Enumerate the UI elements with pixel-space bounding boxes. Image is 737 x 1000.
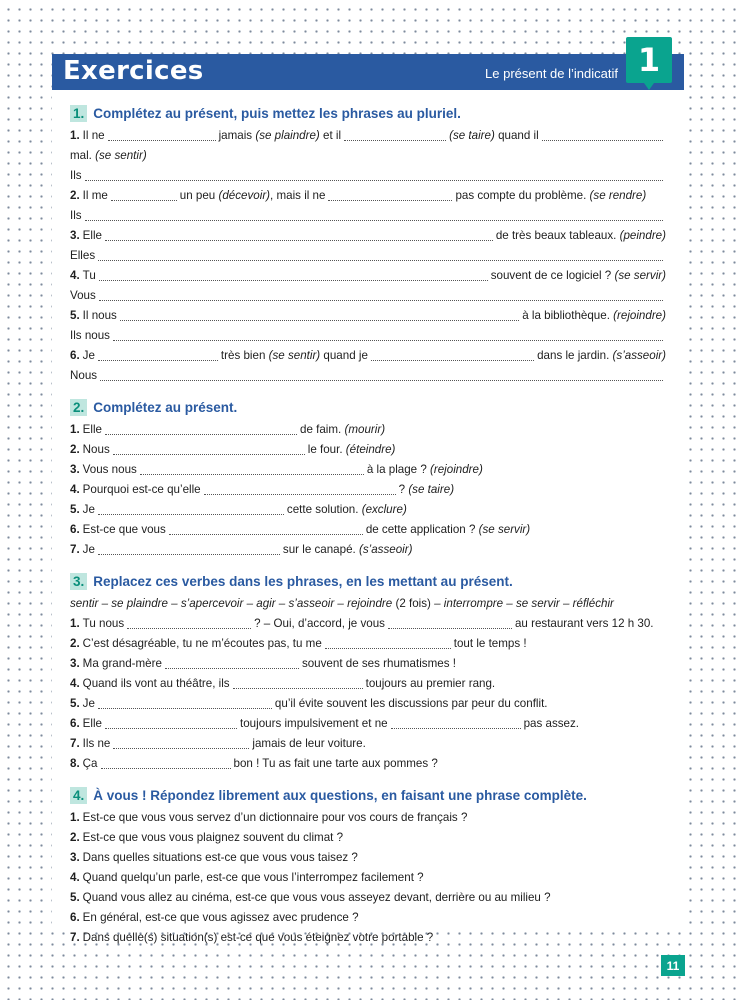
- line-text: Tu: [82, 269, 96, 282]
- verb-hint: (exclure): [361, 503, 407, 516]
- line-text: Ils ne: [82, 737, 111, 750]
- answer-blank[interactable]: [101, 767, 231, 769]
- item-number: 4.: [70, 871, 80, 884]
- answer-blank[interactable]: [140, 473, 364, 475]
- line-text: à la bibliothèque.: [522, 309, 610, 322]
- question-line: [70, 928, 666, 948]
- line-text: Il me: [82, 189, 108, 202]
- answer-blank[interactable]: [169, 533, 363, 535]
- line-text: Je: [82, 503, 95, 516]
- question-line: [70, 908, 666, 928]
- chapter-subtitle: Le présent de l’indicatif: [485, 66, 618, 81]
- exercise-line: [70, 754, 666, 774]
- question-line: [70, 848, 666, 868]
- line-text: Elle: [82, 717, 103, 730]
- exercise-instruction: Replacez ces verbes dans les phrases, en les mettant au présent.: [93, 573, 513, 589]
- item-number: 2.: [70, 189, 80, 202]
- item-number: 4.: [70, 269, 80, 282]
- line-text: sur le canapé.: [282, 543, 356, 556]
- question-text: Quand vous allez au cinéma, est-ce que vous vous asseyez devant, derrière ou au milieu ?: [82, 891, 551, 904]
- exercise-line: [70, 480, 666, 500]
- line-text: Ma grand-mère: [82, 657, 162, 670]
- exercise-line: [70, 226, 666, 246]
- verb-hint: (éteindre): [345, 443, 396, 456]
- question-text: En général, est-ce que vous agissez avec prudence ?: [82, 911, 359, 924]
- item-number: 3.: [70, 463, 80, 476]
- exercise-line: [70, 614, 666, 634]
- item-number: 1.: [70, 129, 80, 142]
- line-text: dans le jardin.: [537, 349, 610, 362]
- question-text: Est-ce que vous vous servez d’un dictionnaire pour vos cours de français ?: [82, 811, 468, 824]
- verb-list-text: – interrompre – se servir – réfléchir: [434, 597, 614, 610]
- line-text: souvent de ce logiciel ?: [490, 269, 612, 282]
- question-line: [70, 868, 666, 888]
- item-number: 2.: [70, 831, 80, 844]
- line-text: mal.: [70, 149, 92, 162]
- answer-blank[interactable]: [98, 259, 663, 261]
- verb-hint: (se sentir): [268, 349, 321, 362]
- exercise-number: 3.: [70, 573, 87, 590]
- verb-hint: (s’asseoir): [612, 349, 666, 362]
- line-text: Je: [82, 543, 95, 556]
- exercise-line: [70, 460, 666, 480]
- answer-blank[interactable]: [328, 199, 452, 201]
- item-number: 7.: [70, 737, 80, 750]
- question-text: Est-ce que vous vous plaignez souvent du climat ?: [82, 831, 344, 844]
- verb-hint: (se servir): [478, 523, 531, 536]
- line-text: , mais il ne: [270, 189, 326, 202]
- item-number: 5.: [70, 697, 80, 710]
- line-text: toujours au premier rang.: [365, 677, 496, 690]
- exercise-2-heading: [70, 398, 666, 416]
- answer-blank[interactable]: [113, 339, 663, 341]
- exercise-4-list: [70, 808, 666, 948]
- plural-line: [70, 206, 666, 226]
- line-text: Vous: [70, 289, 96, 302]
- item-number: 6.: [70, 911, 80, 924]
- line-text: Je: [82, 349, 95, 362]
- answer-blank[interactable]: [85, 179, 663, 181]
- line-text: Ils: [70, 169, 82, 182]
- exercise-line: [70, 634, 666, 654]
- verb-hint: (se taire): [408, 483, 455, 496]
- line-text: qu’il évite souvent les discussions par peur du conflit.: [274, 697, 548, 710]
- line-text: de faim.: [300, 423, 342, 436]
- exercise-1-heading: [70, 104, 666, 122]
- line-text: Vous nous: [82, 463, 137, 476]
- item-number: 6.: [70, 349, 80, 362]
- exercise-line: [70, 146, 666, 166]
- exercise-number: 1.: [70, 105, 87, 122]
- answer-blank[interactable]: [99, 279, 488, 281]
- item-number: 4.: [70, 677, 80, 690]
- answer-blank[interactable]: [120, 319, 519, 321]
- unit-badge: 1: [626, 37, 672, 83]
- item-number: 6.: [70, 523, 80, 536]
- verb-hint: (s’asseoir): [359, 543, 413, 556]
- exercise-line: [70, 520, 666, 540]
- answer-blank[interactable]: [127, 627, 251, 629]
- question-line: [70, 828, 666, 848]
- line-text: de très beaux tableaux.: [495, 229, 617, 242]
- line-text: quand je: [323, 349, 368, 362]
- exercise-instruction: À vous ! Répondez librement aux questions, en faisant une phrase complète.: [93, 787, 587, 803]
- question-line: [70, 808, 666, 828]
- verb-hint: (rejoindre): [613, 309, 666, 322]
- item-number: 3.: [70, 851, 80, 864]
- plural-line: [70, 286, 666, 306]
- item-number: 8.: [70, 757, 80, 770]
- exercise-line: [70, 714, 666, 734]
- line-text: Elle: [82, 423, 103, 436]
- verb-list: [70, 594, 666, 614]
- plural-line: [70, 166, 666, 186]
- item-number: 2.: [70, 637, 80, 650]
- exercise-line: [70, 126, 666, 146]
- answer-blank[interactable]: [98, 553, 280, 555]
- verb-hint: (se plaindre): [255, 129, 320, 142]
- answer-blank[interactable]: [325, 647, 451, 649]
- answer-blank[interactable]: [111, 199, 177, 201]
- exercise-line: [70, 266, 666, 286]
- line-text: un peu: [179, 189, 216, 202]
- exercise-line: [70, 186, 666, 206]
- plural-line: [70, 326, 666, 346]
- answer-blank[interactable]: [113, 747, 249, 749]
- item-number: 5.: [70, 503, 80, 516]
- line-text: le four.: [307, 443, 343, 456]
- line-text: au restaurant vers 12 h 30.: [514, 617, 654, 630]
- question-text: Dans quelle(s) situation(s) est-ce que vous éteignez votre portable ?: [82, 931, 434, 944]
- answer-blank[interactable]: [98, 359, 218, 361]
- answer-blank[interactable]: [98, 513, 284, 515]
- line-text: et il: [323, 129, 342, 142]
- verb-hint: (rejoindre): [430, 463, 483, 476]
- answer-blank[interactable]: [100, 379, 663, 381]
- item-number: 6.: [70, 717, 80, 730]
- item-number: 1.: [70, 811, 80, 824]
- plural-line: [70, 366, 666, 386]
- line-text: de cette application ?: [365, 523, 476, 536]
- item-number: 7.: [70, 931, 80, 944]
- exercise-number: 2.: [70, 399, 87, 416]
- verb-hint: (décevoir): [218, 189, 271, 202]
- line-text: Ils: [70, 209, 82, 222]
- line-text: Tu nous: [82, 617, 125, 630]
- line-text: pas compte du problème.: [455, 189, 587, 202]
- answer-blank[interactable]: [371, 359, 534, 361]
- line-text: Elles: [70, 249, 96, 262]
- item-number: 3.: [70, 657, 80, 670]
- verb-hint: (se servir): [614, 269, 666, 282]
- answer-blank[interactable]: [98, 707, 272, 709]
- answer-blank[interactable]: [165, 667, 299, 669]
- item-number: 5.: [70, 891, 80, 904]
- exercise-4-heading: [70, 786, 666, 804]
- item-number: 1.: [70, 617, 80, 630]
- line-text: C’est désagréable, tu ne m’écoutes pas, tu me: [82, 637, 322, 650]
- item-number: 7.: [70, 543, 80, 556]
- question-text: Dans quelles situations est-ce que vous vous taisez ?: [82, 851, 358, 864]
- exercise-line: [70, 654, 666, 674]
- line-text: Ça: [82, 757, 98, 770]
- answer-blank[interactable]: [344, 139, 446, 141]
- line-text: Il nous: [82, 309, 117, 322]
- answer-blank[interactable]: [113, 453, 305, 455]
- line-text: Je: [82, 697, 95, 710]
- exercise-line: [70, 734, 666, 754]
- exercise-sheet: [52, 90, 684, 944]
- answer-blank[interactable]: [105, 727, 237, 729]
- item-number: 5.: [70, 309, 80, 322]
- answer-blank[interactable]: [85, 219, 663, 221]
- line-text: Ils nous: [70, 329, 110, 342]
- exercise-line: [70, 500, 666, 520]
- answer-blank[interactable]: [108, 139, 216, 141]
- line-text: Nous: [70, 369, 98, 382]
- verb-list-note: (2 fois): [395, 597, 431, 610]
- item-number: 4.: [70, 483, 80, 496]
- answer-blank[interactable]: [99, 299, 663, 301]
- line-text: Elle: [82, 229, 103, 242]
- line-text: quand il: [498, 129, 539, 142]
- item-number: 1.: [70, 423, 80, 436]
- line-text: tout le temps !: [453, 637, 527, 650]
- answer-blank[interactable]: [391, 727, 521, 729]
- answer-blank[interactable]: [204, 493, 396, 495]
- line-text: souvent de ses rhumatismes !: [301, 657, 456, 670]
- line-text: très bien: [220, 349, 266, 362]
- line-text: Pourquoi est-ce qu’elle: [82, 483, 201, 496]
- exercise-2-list: [70, 420, 666, 560]
- exercise-line: [70, 694, 666, 714]
- exercise-line: [70, 440, 666, 460]
- item-number: 3.: [70, 229, 80, 242]
- answer-blank[interactable]: [388, 627, 512, 629]
- answer-blank[interactable]: [233, 687, 363, 689]
- line-text: Nous: [82, 443, 110, 456]
- question-text: Quand quelqu’un parle, est-ce que vous l’interrompez facilement ?: [82, 871, 424, 884]
- line-text: ?: [398, 483, 406, 496]
- page-header: [52, 54, 684, 90]
- answer-blank[interactable]: [105, 239, 493, 241]
- line-text: jamais de leur voiture.: [252, 737, 366, 750]
- answer-blank[interactable]: [542, 139, 663, 141]
- plural-line: [70, 246, 666, 266]
- verb-hint: (peindre): [619, 229, 666, 242]
- line-text: Il ne: [82, 129, 105, 142]
- verb-hint: (se taire): [449, 129, 495, 142]
- exercise-instruction: Complétez au présent.: [93, 399, 238, 415]
- question-line: [70, 888, 666, 908]
- line-text: Est-ce que vous: [82, 523, 166, 536]
- exercise-line: [70, 540, 666, 560]
- line-text: Quand ils vont au théâtre, ils: [82, 677, 230, 690]
- page-title: Exercices: [63, 56, 204, 86]
- page-number: 11: [661, 955, 685, 976]
- exercise-line: [70, 674, 666, 694]
- exercise-instruction: Complétez au présent, puis mettez les phrases au pluriel.: [93, 105, 461, 121]
- verb-hint: (se rendre): [589, 189, 647, 202]
- line-text: bon ! Tu as fait une tarte aux pommes ?: [233, 757, 438, 770]
- exercise-line: [70, 306, 666, 326]
- exercise-3-heading: [70, 572, 666, 590]
- exercise-line: [70, 346, 666, 366]
- line-text: pas assez.: [523, 717, 580, 730]
- item-number: 2.: [70, 443, 80, 456]
- answer-blank[interactable]: [105, 433, 297, 435]
- exercise-number: 4.: [70, 787, 87, 804]
- line-text: à la plage ?: [366, 463, 427, 476]
- verb-hint: (mourir): [344, 423, 386, 436]
- line-text: ? – Oui, d’accord, je vous: [254, 617, 385, 630]
- verb-list-text: sentir – se plaindre – s’apercevoir – agir – s’asseoir – rejoindre: [70, 597, 393, 610]
- line-text: toujours impulsivement et ne: [240, 717, 388, 730]
- line-text: cette solution.: [286, 503, 359, 516]
- line-text: jamais: [218, 129, 253, 142]
- verb-hint: (se sentir): [95, 149, 147, 162]
- exercise-line: [70, 420, 666, 440]
